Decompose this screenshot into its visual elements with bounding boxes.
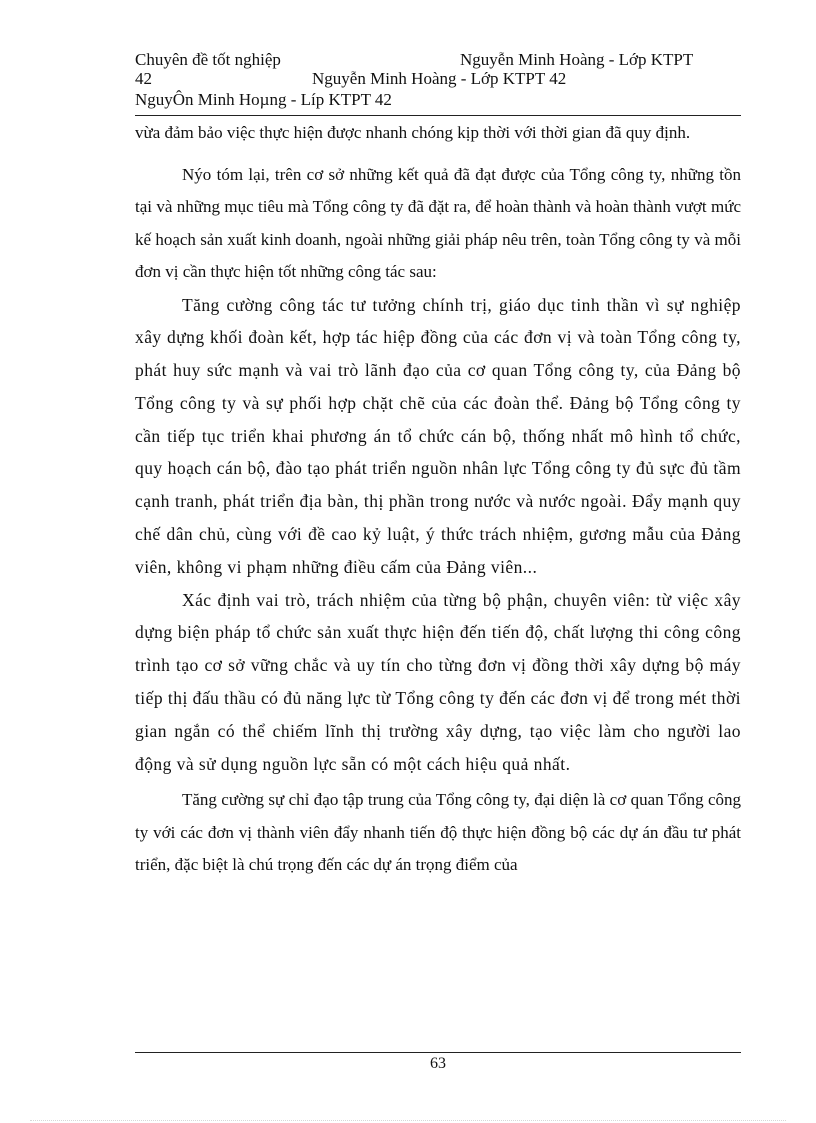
page-edge-line xyxy=(30,1120,786,1121)
document-body xyxy=(135,117,741,882)
body-paragraph: Tăng cường công tác tư tưởng chính trị, giáo dục tinh thần vì sự nghiệp xây dựng khối đoàn kết, hợp tác hiệp đồng của các đơn vị và toàn Tổng công ty, phát huy sức mạnh và vai trò lãnh đạo của cơ quan Tổng công ty, của Đảng bộ Tổng công ty và sự phối hợp chặt chẽ của các đoàn thể. Đảng bộ Tổng công ty cần tiếp tục triển khai phương án tổ chức cán bộ, thống nhất mô hình tổ chức, quy hoạch cán bộ, đào tạo phát triển nguồn nhân lực Tổng công ty đủ sực đủ tầm cạnh tranh, phát triển địa bàn, thị phần trong nước và nước ngoài. Đẩy mạnh quy chế dân chủ, cùng với đề cao kỷ luật, ý thức trách nhiệm, gương mẫu của Đảng viên, không vi phạm những điều cấm của Đảng viên... xyxy=(135,294,741,577)
header-divider xyxy=(135,115,741,116)
page-number: 63 xyxy=(430,1055,446,1072)
body-paragraph: vừa đảm bảo việc thực hiện được nhanh chóng kịp thời với thời gian đã quy định. xyxy=(135,123,691,142)
header-author: Nguyễn Minh Hoàng - Lớp KTPT xyxy=(460,50,694,69)
body-paragraph: Tăng cường sự chỉ đạo tập trung của Tổng công ty, đại diện là cơ quan Tổng công ty với các đơn vị thành viên đẩy nhanh tiến độ thực hiện đồng bộ các dự án đầu tư phát triển, đặc biệt là chú trọng đến các dự án trọng điểm của xyxy=(135,790,741,875)
body-paragraph: Xác định vai trò, trách nhiệm của từng bộ phận, chuyên viên: từ việc xây dựng biện pháp tổ chức sản xuất thực hiện đến tiến độ, chất lượng thi công công trình tạo cơ sở vững chắc và uy tín cho từng đơn vị đồng thời xây dựng bộ máy tiếp thị đấu thầu có đủ năng lực từ Tổng công ty đến các đơn vị để trong mét thời gian ngắn có thể chiếm lĩnh thị trường xây dựng, tạo việc làm cho người lao động và sử dụng nguồn lực sẵn có một cách hiệu quả nhất. xyxy=(135,589,741,774)
footer-divider xyxy=(135,1052,741,1053)
header-author-garbled: NguyÔn Minh Hoµng - Líp KTPT 42 xyxy=(135,90,392,109)
header-author-repeat: Nguyễn Minh Hoàng - Lớp KTPT 42 xyxy=(312,69,567,88)
header-class-number: 42 xyxy=(135,69,152,88)
header-document-title: Chuyên đề tốt nghiệp xyxy=(135,50,281,69)
page-header xyxy=(135,50,741,116)
body-paragraph: Nýo tóm lại, trên cơ sở những kết quả đã đạt được của Tổng công ty, những tồn tại và những mục tiêu mà Tổng công ty đã đặt ra, để hoàn thành và hoàn thành vượt mức kế hoạch sản xuất kinh doanh, ngoài những giải pháp nêu trên, toàn Tổng công ty và mỗi đơn vị cần thực hiện tốt những công tác sau: xyxy=(135,164,741,281)
